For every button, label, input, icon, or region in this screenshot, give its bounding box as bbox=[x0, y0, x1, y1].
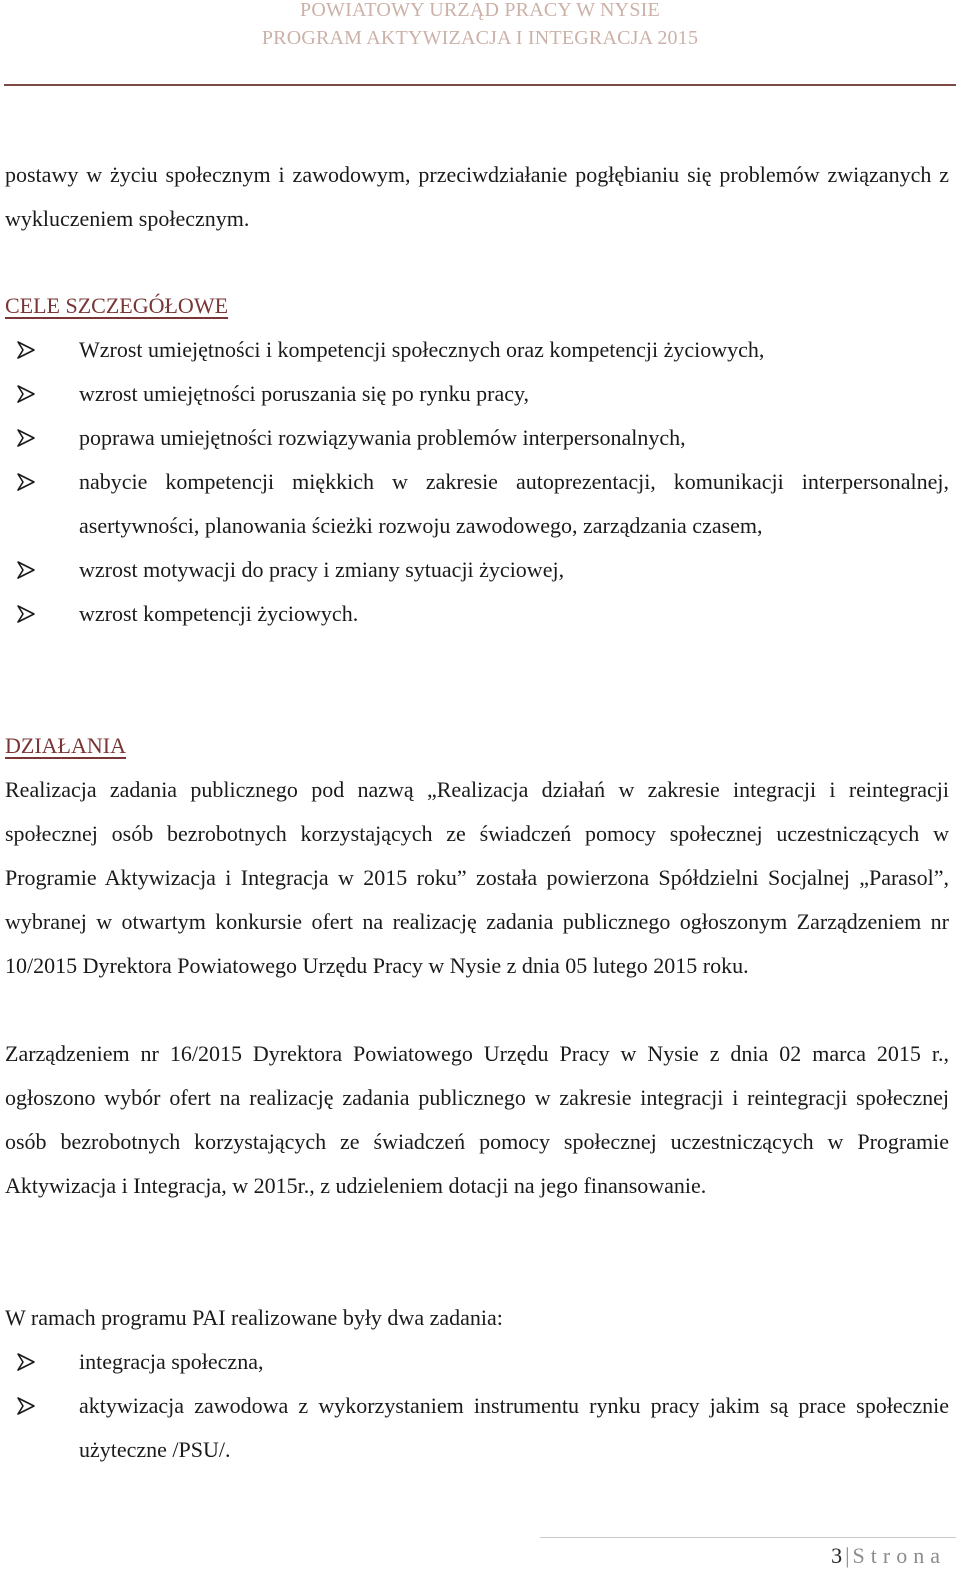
arrow-bullet-icon bbox=[15, 1351, 37, 1373]
cele-list bbox=[5, 328, 949, 636]
footer-page-label: Strona bbox=[852, 1543, 946, 1568]
arrow-bullet-icon bbox=[15, 559, 37, 581]
page-header bbox=[0, 0, 960, 52]
list-item-text: wzrost motywacji do pracy i zmiany sytuacji życiowej, bbox=[79, 557, 565, 582]
list-item-text: nabycie kompetencji miękkich w zakresie autoprezentacji, komunikacji interpersonalnej, asertywności, planowania ścieżki rozwoju zawodowego, zarządzania czasem, bbox=[79, 469, 949, 538]
header-program-name: PROGRAM AKTYWIZACJA I INTEGRACJA 2015 bbox=[261, 27, 699, 49]
list-item bbox=[5, 592, 949, 636]
section-heading-dzialania: DZIAŁANIA bbox=[5, 733, 126, 758]
list-item-text: poprawa umiejętności rozwiązywania problemów interpersonalnych, bbox=[79, 425, 686, 450]
list-item bbox=[5, 372, 949, 416]
list-item bbox=[5, 460, 949, 548]
arrow-bullet-icon bbox=[15, 427, 37, 449]
list-item-text: aktywizacja zawodowa z wykorzystaniem instrumentu rynku pracy jakim są prace społecznie użyteczne /PSU/. bbox=[79, 1393, 949, 1462]
intro-paragraph: postawy w życiu społecznym i zawodowym, przeciwdziałanie pogłębianiu się problemów związanych z wykluczeniem społecznym. bbox=[5, 162, 949, 231]
list-item-text: Wzrost umiejętności i kompetencji społecznych oraz kompetencji życiowych, bbox=[79, 337, 765, 362]
header-office-name: POWIATOWY URZĄD PRACY W NYSIE bbox=[300, 0, 660, 21]
arrow-bullet-icon bbox=[15, 603, 37, 625]
list-item-text: integracja społeczna, bbox=[79, 1349, 264, 1374]
header-divider bbox=[4, 84, 956, 86]
dzialania-paragraph-3: W ramach programu PAI realizowane były dwa zadania: bbox=[5, 1305, 503, 1330]
dzialania-paragraph-2: Zarządzeniem nr 16/2015 Dyrektora Powiatowego Urzędu Pracy w Nysie z dnia 02 marca 2015 r., ogłoszono wybór ofert na realizację zadania publicznego w zakresie integracji i reintegracji społecznej osób bezrobotnych korzystających ze świadczeń pomocy społecznej uczestniczących w Programie Aktywizacja i Integracja, w 2015r., z udzieleniem dotacji na jego finansowanie. bbox=[5, 1041, 949, 1198]
dzialania-paragraph-1: Realizacja zadania publicznego pod nazwą „Realizacja działań w zakresie integracji i reintegracji społecznej osób bezrobotnych korzystających ze świadczeń pomocy społecznej uczestniczących w Programie Aktywizacja i Integracja w 2015 roku” została powierzona Spółdzielni Socjalnej „Parasol”, wybranej w otwartym konkursie ofert na realizację zadania publicznego ogłoszonym Zarządzeniem nr 10/2015 Dyrektora Powiatowego Urzędu Pracy w Nysie z dnia 05 lutego 2015 roku. bbox=[5, 777, 949, 978]
section-heading-cele: CELE SZCZEGÓŁOWE bbox=[5, 293, 229, 318]
list-item-text: wzrost umiejętności poruszania się po rynku pracy, bbox=[79, 381, 530, 406]
list-item bbox=[5, 416, 949, 460]
list-item bbox=[5, 1384, 949, 1472]
footer-separator: | bbox=[845, 1543, 850, 1568]
footer-divider bbox=[540, 1537, 956, 1538]
dzialania-list bbox=[5, 1340, 949, 1472]
list-item bbox=[5, 328, 949, 372]
arrow-bullet-icon bbox=[15, 1395, 37, 1417]
list-item bbox=[5, 548, 949, 592]
page-footer bbox=[831, 1541, 946, 1571]
list-item bbox=[5, 1340, 949, 1384]
page-number: 3 bbox=[831, 1543, 843, 1568]
list-item-text: wzrost kompetencji życiowych. bbox=[79, 601, 359, 626]
arrow-bullet-icon bbox=[15, 383, 37, 405]
arrow-bullet-icon bbox=[15, 471, 37, 493]
arrow-bullet-icon bbox=[15, 339, 37, 361]
